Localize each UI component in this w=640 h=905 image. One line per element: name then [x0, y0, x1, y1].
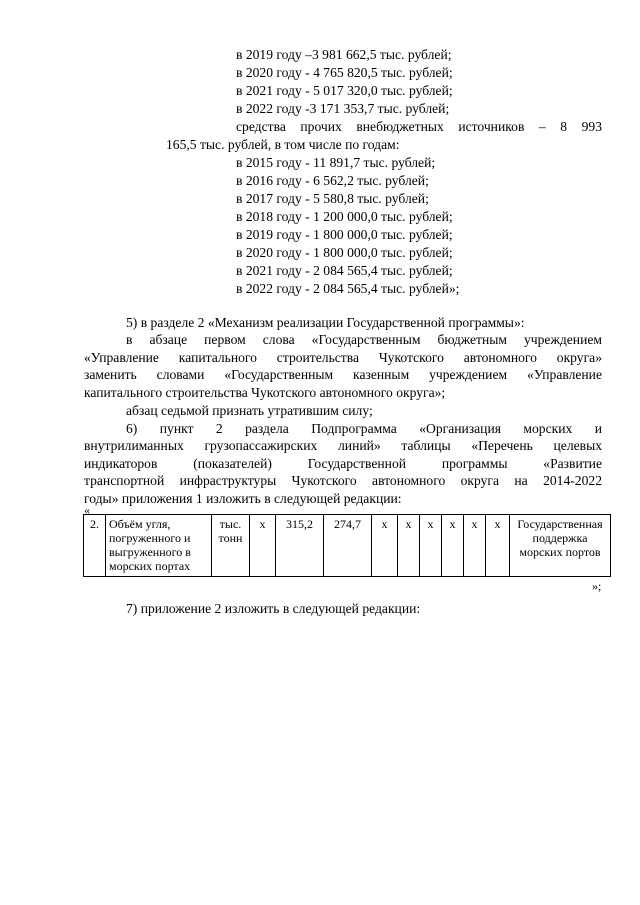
cell-value-2: 315,2 [276, 515, 324, 577]
item5-p1-line2: «Управление капитального строительства Чукотского автономного округа» [84, 350, 602, 365]
other-line-2015: в 2015 году - 11 891,7 тыс. рублей; [236, 155, 436, 170]
other-line-2020: в 2020 году - 1 800 000,0 тыс. рублей; [236, 245, 453, 260]
cell-value-6: х [420, 515, 442, 577]
item5-p1-line4: капитального строительства Чукотского автономного округа»; [84, 385, 446, 400]
cell-value-9: х [486, 515, 510, 577]
item6-line5: годы» приложения 1 изложить в следующей редакции: [84, 491, 402, 506]
funding-line-2022: в 2022 году -3 171 353,7 тыс. рублей; [236, 101, 450, 116]
item5-p1-line3: заменить словами «Государственным казенным учреждением «Управление [84, 367, 602, 382]
other-line-2021: в 2021 году - 2 084 565,4 тыс. рублей; [236, 263, 453, 278]
cell-value-4: х [372, 515, 398, 577]
item6-line1: 6) пункт 2 раздела Подпрограмма «Организация морских и [126, 421, 602, 436]
table-row [84, 515, 611, 577]
funding-line-2019: в 2019 году –3 981 662,5 тыс. рублей; [236, 47, 452, 62]
item6-line3: индикаторов (показателей) Государственной программы «Развитие [84, 456, 602, 471]
cell-value-3: 274,7 [324, 515, 372, 577]
cell-value-5: х [398, 515, 420, 577]
item7: 7) приложение 2 изложить в следующей редакции: [126, 601, 421, 616]
quote-open: « [84, 503, 90, 517]
item5-p1-line1: в абзаце первом слова «Государственным бюджетным учреждением [126, 332, 602, 347]
quote-close: »; [592, 579, 602, 593]
other-line-2017: в 2017 году - 5 580,8 тыс. рублей; [236, 191, 429, 206]
cell-value-1: х [250, 515, 276, 577]
item6-line4: транспортной инфраструктуры Чукотского автономного округа на 2014-2022 [84, 473, 602, 488]
other-line-2018: в 2018 году - 1 200 000,0 тыс. рублей; [236, 209, 453, 224]
cell-value-7: х [442, 515, 464, 577]
item5-heading: 5) в разделе 2 «Механизм реализации Государственной программы»: [126, 315, 525, 330]
indicator-table [83, 514, 611, 577]
other-sources-line1: средства прочих внебюджетных источников – 8 993 [236, 119, 602, 134]
item6-line2: внутрилиманных грузопассажирских линий» таблицы «Перечень целевых [84, 438, 602, 453]
cell-indicator: Объём угля, погруженного и выгруженного в морских портах [106, 515, 212, 577]
other-line-2019: в 2019 году - 1 800 000,0 тыс. рублей; [236, 227, 453, 242]
funding-line-2020: в 2020 году - 4 765 820,5 тыс. рублей; [236, 65, 453, 80]
other-line-2022: в 2022 году - 2 084 565,4 тыс. рублей»; [236, 281, 460, 296]
item5-p2: абзац седьмой признать утратившим силу; [126, 403, 373, 418]
other-sources-line2: 165,5 тыс. рублей, в том числе по годам: [166, 137, 400, 152]
cell-program: Государственная поддержка морских портов [510, 515, 611, 577]
funding-line-2021: в 2021 году - 5 017 320,0 тыс. рублей; [236, 83, 453, 98]
cell-unit: тыс. тонн [212, 515, 250, 577]
other-line-2016: в 2016 году - 6 562,2 тыс. рублей; [236, 173, 429, 188]
cell-number: 2. [84, 515, 106, 577]
cell-value-8: х [464, 515, 486, 577]
